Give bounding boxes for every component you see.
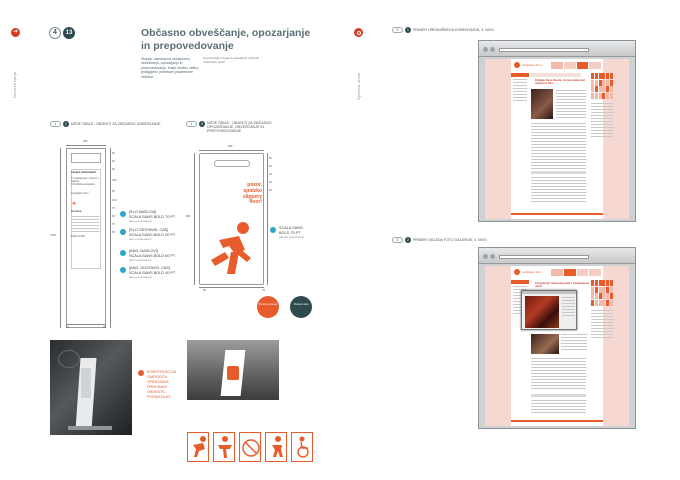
fig1-dim-value: 50 [103, 326, 106, 329]
fig1-dim-left: 1300 [50, 234, 56, 237]
fig2-badge-num: 3 [199, 121, 205, 127]
callout-note: (levo poravnano) [129, 218, 152, 223]
fig1-sign-text [71, 171, 103, 238]
callout-font: SCALA SANS BOLD 70 PT [129, 214, 176, 219]
shot1-badge-part: 5 [392, 27, 403, 33]
site-calendar[interactable] [591, 280, 613, 306]
pictogram-3 [239, 432, 261, 462]
fig2-dim-value: 50 [269, 181, 272, 185]
callout-dot [120, 211, 126, 217]
callout-font: SCALA SANS BOLD 60 PT [129, 253, 176, 258]
fig1-badge-num: 2 [63, 121, 69, 127]
nav-dot[interactable] [354, 28, 363, 37]
site-calendar[interactable] [591, 73, 613, 99]
browser-window-2 [478, 247, 636, 429]
fig1-header [50, 121, 161, 127]
callout-font: SCALA SANS BOLD 50 PT [129, 232, 176, 237]
fig2-dim-bottom [203, 289, 265, 292]
site-menu-header[interactable] [511, 280, 529, 284]
fig2-dim-value: 50 [269, 157, 272, 160]
browser-window-1 [478, 40, 636, 222]
callout-slo-heading [120, 210, 175, 224]
fig1-sign-line: Cankarjev dom [71, 192, 89, 196]
callout-note: (levo poravnano) [129, 257, 152, 262]
fig2-warning-text [230, 183, 262, 206]
callout-dot [120, 250, 126, 256]
fig1-dim-line-right [110, 148, 111, 328]
pictogram-2 [213, 432, 235, 462]
fig1-dim-top: 300 [83, 140, 88, 143]
fig2-dim-right [269, 157, 272, 193]
circle-dot-icon [357, 31, 361, 35]
site-menu-header[interactable] [511, 73, 529, 77]
callout-font: BOLD 75 PT [279, 230, 301, 235]
fig1-sign-line: Cenjeni obiskovalci! [71, 171, 97, 174]
site-page [485, 59, 629, 219]
intro-text: Stojala, namenjena občasnemu obveščanju, opozarjanju in prepovedovanju, imajo enotno obliko, prilagojeno potrebam posamezne vsebine. [141, 57, 199, 79]
site-content [511, 59, 603, 219]
chapter-part: 4 [49, 27, 61, 39]
fig1-sign-line: Dvorana [71, 209, 82, 213]
forward-icon[interactable] [490, 47, 495, 52]
callout-label: [ANG. NASLOVI] [129, 249, 158, 253]
fig2-badge-part: 4 [186, 121, 197, 127]
swatch-orange-label: Pantone orange [258, 303, 278, 306]
site-nav [551, 269, 601, 276]
shot1-caption: PRIMER UREDNIŠKEGA KOMENTARJA, 3. NIVO [413, 28, 495, 32]
fig1-dim-value: 70 [112, 206, 115, 210]
forward-icon[interactable] [490, 254, 495, 259]
site-content [511, 266, 603, 426]
gallery-photo [525, 296, 559, 328]
fig1-dim-value: 50 [112, 190, 115, 194]
site-logo: cankarjev dom [522, 63, 542, 67]
callout-dot [120, 229, 126, 235]
fig1-dim-line-left [60, 148, 61, 328]
fig1-sign-line: CD dobite prospekte [71, 183, 95, 187]
fig1-dim-line-top [66, 145, 106, 146]
fig1-dim-value: 60 [112, 214, 115, 218]
swatch-teal [290, 296, 312, 318]
fig1-dim-value: 100 [112, 198, 117, 202]
url-bar[interactable] [499, 48, 589, 52]
slip-icon [188, 433, 210, 463]
pictogram-1 [187, 432, 209, 462]
callout-slo-paragraph [120, 228, 175, 242]
fall-icon [214, 433, 236, 463]
chapter-badge [49, 27, 75, 39]
fig2-dim-line-bottom [199, 287, 264, 288]
site-logo-icon [514, 62, 520, 68]
gallery-popup[interactable] [521, 290, 577, 330]
fig1-dim-value: 50 [112, 152, 115, 155]
site-logo-icon [514, 269, 520, 275]
callout-label: [ANG. ODSTAVKI, CAS] [129, 266, 170, 270]
fig2-dim-value: 75 [262, 289, 265, 292]
shot2-header [392, 237, 487, 243]
chapter-num: 13 [63, 27, 75, 39]
nav-arrow[interactable] [11, 28, 20, 37]
callout-eng-heading [120, 249, 175, 263]
callout-dot [270, 227, 276, 233]
back-icon[interactable] [483, 47, 488, 52]
fig1-dim-value: 30 [112, 168, 115, 172]
fig2-header [186, 121, 291, 133]
site-photo [531, 89, 553, 119]
browser-chrome [479, 41, 635, 57]
photo-sign-stand [50, 340, 132, 435]
photo-warning-stand [187, 340, 279, 400]
callout-eng-paragraph [120, 266, 175, 280]
swatch-orange [257, 296, 279, 318]
callout-dot [138, 370, 144, 376]
run-icon [266, 433, 288, 463]
fig2-caption: NIŽJE TABLE - OBJEKTI ZA OBČASNO OPOZARJANJE, OBVEŠČANJE IN PREPOVEDOVANJE [207, 121, 272, 133]
side-label-right: Spletna stran [356, 72, 361, 100]
slipping-person-icon [205, 218, 255, 278]
pictogram-4 [265, 432, 287, 462]
fig1-dim-value: 50 [66, 326, 69, 329]
fig1-sign-line: V Cankarjevem domu in Galeriji [71, 177, 99, 184]
shot2-badge-part: 5 [392, 237, 403, 243]
fig1-dim-line-bottom [66, 324, 106, 325]
page-title: Občasno obveščanje, opozarjanje in prepovedovanje [141, 27, 311, 53]
shot2-badge-num: 2 [405, 237, 411, 243]
fig2-dim-value: 95 [203, 289, 206, 292]
callout-dot [120, 267, 126, 273]
intro-side-text: Konstrukcija omogoča vstavljanje različnih vsebinskih plošč. [203, 56, 260, 64]
fig1-caption: NIŽJE TABLE - OBJEKTI ZA OBČASNO USMERJANJE [71, 122, 161, 126]
fig1-dim-value: 60 [112, 160, 115, 164]
site-headline: Odlazak Alexa Noeda - Koronorakija nad skupinom Ples [535, 79, 585, 86]
fig2-dim-line-top [199, 150, 264, 151]
fig2-dim-value: 30 [269, 173, 272, 177]
photo-callout-text: KONSTRUKCIJA OMOGOČA VPENJANJE PRINTANIH OBVESTIL FORMATA A3. [147, 370, 177, 399]
callout-note: (desno poravnano) [279, 234, 305, 239]
fig2-callout [270, 226, 304, 240]
browser-chrome [479, 248, 635, 264]
fig2-dim-top: 500 [228, 145, 233, 148]
fig1-sign-line: Dobro došli! [71, 234, 85, 238]
callout-font: SCALA SANS BOLD 40 PT [129, 270, 176, 275]
arrow-right-icon: ➜ [12, 29, 19, 35]
fig2-dim-value: 50 [269, 189, 272, 193]
shot1-badge-num: 1 [405, 27, 411, 33]
fig2-dim-left: 800 [186, 215, 191, 218]
fig1-dim-value: 249 [112, 179, 117, 183]
fig1-dim-right [112, 152, 116, 234]
back-icon[interactable] [483, 254, 488, 259]
site-page [485, 266, 629, 426]
fig2-dim-line-left [194, 153, 195, 285]
fig1-dim-value: 70 [112, 222, 115, 226]
site-headline: Fotogalerija: Slovenski balet v Cankarjevem domu [535, 282, 590, 289]
warning-line-slo: pozor, spolzko [243, 182, 262, 194]
wheelchair-icon [292, 433, 314, 463]
url-bar[interactable] [499, 255, 589, 259]
callout-note: (levo poravnano) [129, 274, 152, 279]
photo-callout [138, 370, 183, 400]
callout-note: (levo poravnano) [129, 236, 152, 241]
swatch-teal-label: Pantone teal [293, 303, 309, 306]
callout-label: SCALA SANS [279, 226, 303, 230]
prohibition-icon [240, 433, 262, 463]
callout-label: [SLO NASLOVI] [129, 210, 157, 214]
shot1-header [392, 27, 494, 33]
warning-line-eng: slippery floor! [242, 193, 262, 206]
fig1-dim-bottom [66, 326, 106, 329]
side-label-left: Označevanje [12, 71, 17, 98]
site-photo [531, 334, 559, 354]
fig1-dim-value: 50 [112, 230, 115, 234]
fig2-dim-value: 50 [269, 165, 272, 169]
fig2-dim-line-right [267, 153, 268, 285]
shot2-caption: PRIMER OGLEDA FOTO GALERIJE, 4. NIVO [413, 238, 487, 242]
fig1-badge-part: 4 [50, 121, 61, 127]
callout-label: [SLO ODSTAVKI, CAS] [129, 228, 169, 232]
pictogram-5 [291, 432, 313, 462]
site-nav [551, 62, 601, 69]
fig1-sign-arrow: ➜ [71, 200, 77, 207]
site-logo: cankarjev dom [522, 270, 542, 274]
